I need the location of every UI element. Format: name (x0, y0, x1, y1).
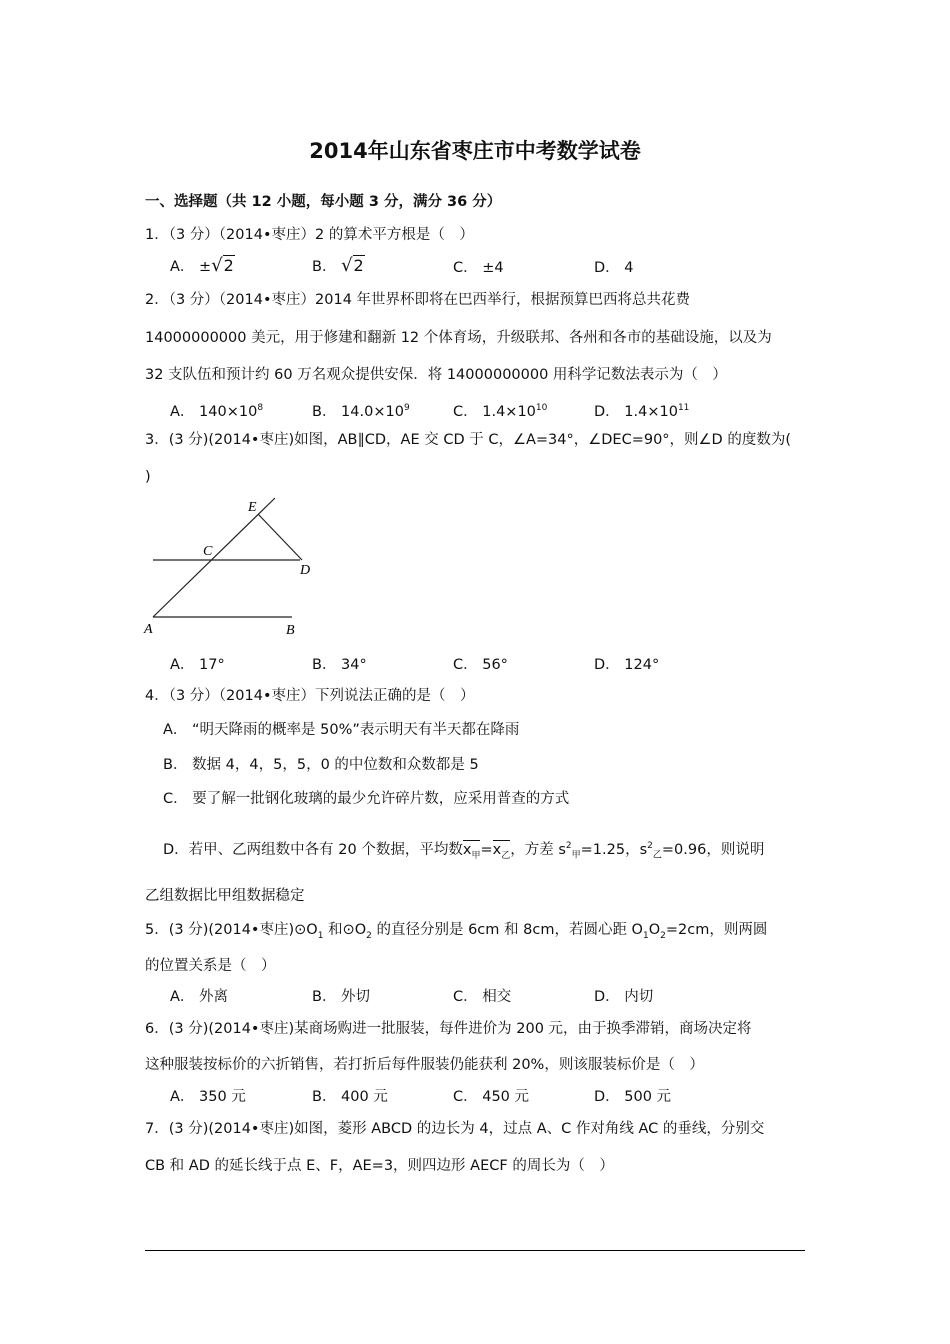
question-4-stem: 4．（3 分）（2014•枣庄）下列说法正确的是（ ） (145, 688, 475, 704)
question-7-line-1: 7．(3 分)(2014•枣庄)如图，菱形 ABCD 的边长为 4，过点 A、C 作对角线 AC 的垂线，分别交 (145, 1121, 765, 1137)
q4-option-d: D．若甲、乙两组数中各有 20 个数据，平均数$x_甲=x_乙$，方差 $s^2_甲=1.25$，$s^2_乙=0.96$，则说明 (163, 841, 765, 861)
q1-option-b (312, 256, 365, 277)
label-c: C (203, 544, 213, 559)
label-e: E (248, 500, 257, 515)
q4-option-a: A． “明天降雨的概率是 50%”表示明天有半天都在降雨 (163, 722, 520, 738)
q6-option-d: D． 500 元 (594, 1089, 672, 1105)
q1-option-a-prefix: ± (199, 259, 212, 275)
label-a: A (144, 622, 153, 637)
q3-option-a: A． 17° (170, 657, 225, 673)
question-2-line-1: 2．（3 分）（2014•枣庄）2014 年世界杯即将在巴西举行，根据预算巴西将总共花费 (145, 292, 691, 308)
q2-option-a-base: A． 140×10 (170, 403, 258, 420)
q5-option-c: C． 相交 (453, 989, 512, 1005)
question-7-line-2: CB 和 AD 的延长线于点 E、F，AE=3，则四边形 AECF 的周长为（ ） (145, 1158, 614, 1174)
q2-option-a (170, 398, 263, 422)
sqrt-sign: √2 (341, 255, 364, 276)
equals-sign: = (480, 841, 493, 858)
variance-text: ，方差 s (510, 841, 566, 858)
q2-option-b (312, 398, 410, 422)
q1-option-b-radicand: 2 (353, 256, 364, 275)
q1-option-a (170, 256, 235, 277)
geometry-figure (140, 492, 330, 642)
q2-option-d (594, 398, 689, 422)
question-2-line-3: 32 支队伍和预计约 60 万名观众提供安保．将 14000000000 用科学记数法表示为（ ） (145, 367, 727, 383)
mean-x-yi: $x_乙$ (492, 841, 511, 861)
q2-option-d-base: D． 1.4×10 (594, 403, 678, 420)
q1-option-a-label: A． (170, 259, 195, 275)
sqrt-sign: √2 (211, 255, 234, 276)
q5-option-a: A． 外离 (170, 989, 229, 1005)
q5-option-b: B． 外切 (312, 989, 371, 1005)
label-d: D (300, 563, 311, 578)
page-title: 2014年山东省枣庄市中考数学试卷 (309, 139, 641, 163)
q6-option-b: B． 400 元 (312, 1089, 388, 1105)
question-1-stem: 1．（3 分）（2014•枣庄）2 的算术平方根是（ ） (145, 227, 474, 243)
section-heading: 一、选择题（共 12 小题，每小题 3 分，满分 36 分） (145, 194, 502, 210)
footer-divider (145, 1250, 805, 1251)
q2-option-c (453, 398, 547, 422)
q2-option-a-exponent: 8 (257, 403, 264, 413)
q2-option-b-exponent: 9 (403, 403, 410, 413)
q4-option-d-line-2: 乙组数据比甲组数据稳定 (145, 888, 305, 904)
q6-option-c: C． 450 元 (453, 1089, 530, 1105)
q1-option-b-label: B． (312, 259, 337, 275)
q1-option-a-radicand: 2 (223, 256, 234, 275)
q4-d-text: D．若甲、乙两组数中各有 20 个数据，平均数 (163, 841, 463, 858)
question-5-line-1: 5．(3 分)(2014•枣庄)$⊙O_1$ 和$⊙O_2$ 的直径分别是 6cm 和 8cm，若圆心距 $O_1O_2=2cm$，则两圆 (145, 922, 768, 941)
q3-option-b: B． 34° (312, 657, 367, 673)
q1-option-d: D． 4 (594, 260, 634, 276)
question-5-line-2: 的位置关系是（ ） (145, 958, 276, 974)
q2-option-c-exponent: 10 (535, 403, 548, 413)
line-ed (258, 514, 302, 560)
q3-option-d: D． 124° (594, 657, 660, 673)
question-6-line-2: 这种服装按标价的六折销售，若打折后每件服装仍能获利 20%，则该服装标价是（ ） (145, 1057, 704, 1073)
q2-option-c-base: C． 1.4×10 (453, 403, 536, 420)
question-3-line-1: 3．(3 分)(2014•枣庄)如图，AB∥CD，AE 交 CD 于 C，∠A=34°，∠DEC=90°，则∠D 的度数为( (145, 432, 791, 448)
q6-option-a: A． 350 元 (170, 1089, 246, 1105)
q1-option-c: C． ±4 (453, 260, 504, 276)
q2-option-b-base: B． 14.0×10 (312, 403, 404, 420)
q3-option-c: C． 56° (453, 657, 508, 673)
q2-option-d-exponent: 11 (677, 403, 690, 413)
question-3-line-2: ) (145, 469, 151, 485)
q4-option-b: B． 数据 4，4，5，5，0 的中位数和众数都是 5 (163, 757, 479, 773)
question-6-line-1: 6．(3 分)(2014•枣庄)某商场购进一批服装，每件进价为 200 元，由于换季滞销，商场决定将 (145, 1021, 752, 1037)
label-b: B (286, 623, 295, 638)
line-ae (153, 498, 275, 617)
q5-option-d: D． 内切 (594, 989, 654, 1005)
q4-option-c: C． 要了解一批钢化玻璃的最少允许碎片数，应采用普查的方式 (163, 791, 570, 807)
mean-x-jia: $x_甲$ (462, 841, 481, 861)
question-2-line-2: 14000000000 美元，用于修建和翻新 12 个体育场，升级联邦、各州和各市的基础设施，以及为 (145, 330, 772, 346)
